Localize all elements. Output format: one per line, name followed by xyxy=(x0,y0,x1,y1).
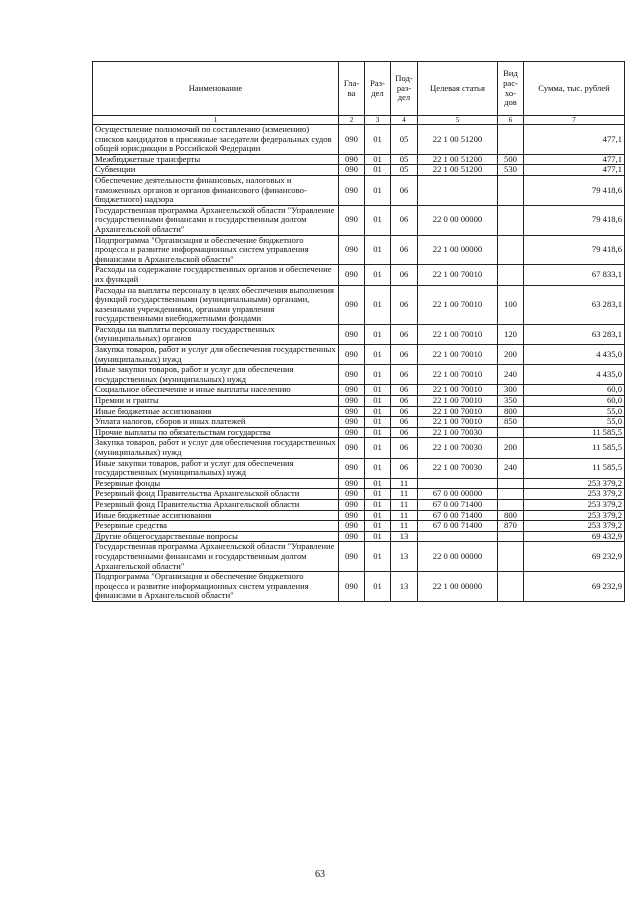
cell-podrazdel: 13 xyxy=(391,542,418,572)
cell-podrazdel: 06 xyxy=(391,458,418,478)
cell-glava: 090 xyxy=(339,531,365,542)
cell-name: Осуществление полномочий по составлению (изменению) списков кандидатов в присяжные заседатели федеральных судов общей юрисдикции в Российской Федерации xyxy=(93,125,339,155)
cell-target xyxy=(418,531,498,542)
cell-sum: 11 585,5 xyxy=(524,458,625,478)
table-row xyxy=(93,542,625,572)
cell-target: 22 0 00 00000 xyxy=(418,542,498,572)
cell-razdel: 01 xyxy=(365,542,391,572)
cell-glava: 090 xyxy=(339,438,365,458)
cell-vid xyxy=(498,235,524,265)
cell-target xyxy=(418,175,498,205)
table-row xyxy=(93,499,625,510)
cell-name: Иные бюджетные ассигнования xyxy=(93,510,339,521)
cell-podrazdel: 11 xyxy=(391,499,418,510)
table-row xyxy=(93,478,625,489)
cell-glava: 090 xyxy=(339,154,365,165)
cell-sum: 253 379,2 xyxy=(524,510,625,521)
cell-razdel: 01 xyxy=(365,510,391,521)
cell-vid xyxy=(498,205,524,235)
cell-target: 22 1 00 70010 xyxy=(418,365,498,385)
cell-vid xyxy=(498,499,524,510)
cell-sum: 477,1 xyxy=(524,125,625,155)
cell-sum: 253 379,2 xyxy=(524,521,625,532)
table-row xyxy=(93,265,625,285)
cell-vid xyxy=(498,427,524,438)
header-row xyxy=(93,62,625,116)
column-number: 3 xyxy=(365,116,391,125)
cell-target: 22 1 00 51200 xyxy=(418,154,498,165)
cell-target: 67 0 00 71400 xyxy=(418,510,498,521)
cell-target: 22 1 00 51200 xyxy=(418,125,498,155)
cell-sum: 63 283,1 xyxy=(524,285,625,324)
cell-target: 67 0 00 00000 xyxy=(418,489,498,500)
cell-name: Расходы на выплаты персоналу в целях обеспечения выполнения функций государственными (муниципальными) органами, казенными учреждениями, органами управления государственными внебюджетными фондами xyxy=(93,285,339,324)
cell-name: Межбюджетные трансферты xyxy=(93,154,339,165)
cell-sum: 11 585,5 xyxy=(524,427,625,438)
cell-target: 22 1 00 70030 xyxy=(418,438,498,458)
table-row xyxy=(93,572,625,602)
cell-name: Резервный фонд Правительства Архангельской области xyxy=(93,489,339,500)
table-row xyxy=(93,385,625,396)
cell-razdel: 01 xyxy=(365,521,391,532)
header-razdel: Раз-дел xyxy=(365,62,391,116)
cell-target: 67 0 00 71400 xyxy=(418,521,498,532)
cell-glava: 090 xyxy=(339,572,365,602)
cell-podrazdel: 06 xyxy=(391,417,418,428)
cell-glava: 090 xyxy=(339,165,365,176)
cell-target: 22 1 00 70030 xyxy=(418,458,498,478)
cell-glava: 090 xyxy=(339,396,365,407)
cell-vid: 200 xyxy=(498,345,524,365)
cell-podrazdel: 06 xyxy=(391,406,418,417)
cell-razdel: 01 xyxy=(365,572,391,602)
table-row xyxy=(93,365,625,385)
cell-podrazdel: 11 xyxy=(391,521,418,532)
cell-podrazdel: 13 xyxy=(391,531,418,542)
cell-name: Подпрограмма "Организация и обеспечение бюджетного процесса и развитие информационных систем управления финансами в Архангельской области" xyxy=(93,572,339,602)
cell-glava: 090 xyxy=(339,175,365,205)
column-number: 6 xyxy=(498,116,524,125)
table-body xyxy=(93,125,625,602)
cell-razdel: 01 xyxy=(365,396,391,407)
cell-glava: 090 xyxy=(339,458,365,478)
cell-razdel: 01 xyxy=(365,345,391,365)
cell-podrazdel: 11 xyxy=(391,478,418,489)
cell-name: Расходы на содержание государственных органов и обеспечение их функций xyxy=(93,265,339,285)
cell-razdel: 01 xyxy=(365,205,391,235)
cell-vid: 500 xyxy=(498,154,524,165)
cell-vid: 300 xyxy=(498,385,524,396)
cell-target: 22 1 00 70010 xyxy=(418,396,498,407)
header-name: Наименование xyxy=(93,62,339,116)
cell-razdel: 01 xyxy=(365,499,391,510)
cell-sum: 60,0 xyxy=(524,385,625,396)
table-row xyxy=(93,345,625,365)
cell-glava: 090 xyxy=(339,365,365,385)
cell-podrazdel: 06 xyxy=(391,175,418,205)
cell-vid xyxy=(498,542,524,572)
cell-target: 22 1 00 00000 xyxy=(418,572,498,602)
cell-podrazdel: 06 xyxy=(391,345,418,365)
header-glava: Гла-ва xyxy=(339,62,365,116)
cell-glava: 090 xyxy=(339,417,365,428)
cell-podrazdel: 06 xyxy=(391,365,418,385)
cell-name: Закупка товаров, работ и услуг для обеспечения государственных (муниципальных) нужд xyxy=(93,438,339,458)
cell-razdel: 01 xyxy=(365,365,391,385)
cell-name: Прочие выплаты по обязательствам государства xyxy=(93,427,339,438)
cell-target: 22 1 00 70010 xyxy=(418,385,498,396)
cell-sum: 253 379,2 xyxy=(524,478,625,489)
header-vid: Вид рас-хо-дов xyxy=(498,62,524,116)
cell-vid xyxy=(498,478,524,489)
cell-name: Государственная программа Архангельской области "Управление государственными финансами и государственным долгом Архангельской области" xyxy=(93,542,339,572)
cell-sum: 79 418,6 xyxy=(524,205,625,235)
cell-sum: 11 585,5 xyxy=(524,438,625,458)
page-number: 63 xyxy=(315,869,325,880)
cell-sum: 79 418,6 xyxy=(524,235,625,265)
cell-name: Закупка товаров, работ и услуг для обеспечения государственных (муниципальных) нужд xyxy=(93,345,339,365)
cell-sum: 63 283,1 xyxy=(524,324,625,344)
table-row xyxy=(93,531,625,542)
cell-name: Социальное обеспечение и иные выплаты населению xyxy=(93,385,339,396)
cell-target: 22 0 00 00000 xyxy=(418,205,498,235)
cell-sum: 55,0 xyxy=(524,406,625,417)
cell-razdel: 01 xyxy=(365,417,391,428)
cell-podrazdel: 05 xyxy=(391,125,418,155)
cell-vid: 870 xyxy=(498,521,524,532)
cell-razdel: 01 xyxy=(365,385,391,396)
cell-glava: 090 xyxy=(339,521,365,532)
cell-podrazdel: 05 xyxy=(391,154,418,165)
cell-podrazdel: 06 xyxy=(391,438,418,458)
cell-vid xyxy=(498,125,524,155)
cell-sum: 4 435,0 xyxy=(524,345,625,365)
cell-vid xyxy=(498,572,524,602)
cell-podrazdel: 06 xyxy=(391,396,418,407)
table-row xyxy=(93,285,625,324)
cell-sum: 69 232,9 xyxy=(524,542,625,572)
cell-podrazdel: 06 xyxy=(391,265,418,285)
cell-razdel: 01 xyxy=(365,265,391,285)
table-row xyxy=(93,165,625,176)
cell-razdel: 01 xyxy=(365,175,391,205)
cell-name: Государственная программа Архангельской области "Управление государственными финансами и государственным долгом Архангельской области" xyxy=(93,205,339,235)
cell-glava: 090 xyxy=(339,489,365,500)
column-number: 4 xyxy=(391,116,418,125)
cell-sum: 69 432,9 xyxy=(524,531,625,542)
column-number-row xyxy=(93,116,625,125)
cell-podrazdel: 05 xyxy=(391,165,418,176)
table-row xyxy=(93,205,625,235)
cell-glava: 090 xyxy=(339,345,365,365)
table-row xyxy=(93,125,625,155)
cell-vid: 240 xyxy=(498,458,524,478)
table-row xyxy=(93,438,625,458)
cell-glava: 090 xyxy=(339,406,365,417)
cell-razdel: 01 xyxy=(365,285,391,324)
cell-glava: 090 xyxy=(339,265,365,285)
table-row xyxy=(93,427,625,438)
cell-glava: 090 xyxy=(339,478,365,489)
header-podrazdel: Под-раз-дел xyxy=(391,62,418,116)
table-row xyxy=(93,235,625,265)
table-row xyxy=(93,521,625,532)
cell-sum: 55,0 xyxy=(524,417,625,428)
cell-target: 67 0 00 71400 xyxy=(418,499,498,510)
cell-vid: 120 xyxy=(498,324,524,344)
cell-podrazdel: 11 xyxy=(391,489,418,500)
table-row xyxy=(93,154,625,165)
header-sum: Сумма, тыс. рублей xyxy=(524,62,625,116)
cell-podrazdel: 06 xyxy=(391,324,418,344)
table-row xyxy=(93,489,625,500)
table-row xyxy=(93,396,625,407)
column-number: 5 xyxy=(418,116,498,125)
cell-razdel: 01 xyxy=(365,235,391,265)
cell-glava: 090 xyxy=(339,235,365,265)
budget-table xyxy=(92,61,625,602)
cell-sum: 79 418,6 xyxy=(524,175,625,205)
cell-target: 22 1 00 70010 xyxy=(418,406,498,417)
cell-name: Субвенции xyxy=(93,165,339,176)
cell-podrazdel: 13 xyxy=(391,572,418,602)
cell-name: Резервный фонд Правительства Архангельской области xyxy=(93,499,339,510)
cell-sum: 477,1 xyxy=(524,165,625,176)
cell-podrazdel: 06 xyxy=(391,385,418,396)
cell-name: Уплата налогов, сборов и иных платежей xyxy=(93,417,339,428)
table-row xyxy=(93,417,625,428)
cell-sum: 253 379,2 xyxy=(524,499,625,510)
cell-vid: 800 xyxy=(498,406,524,417)
cell-vid xyxy=(498,489,524,500)
cell-razdel: 01 xyxy=(365,531,391,542)
cell-sum: 69 232,9 xyxy=(524,572,625,602)
cell-target: 22 1 00 70010 xyxy=(418,324,498,344)
cell-razdel: 01 xyxy=(365,438,391,458)
cell-glava: 090 xyxy=(339,385,365,396)
cell-razdel: 01 xyxy=(365,458,391,478)
cell-podrazdel: 11 xyxy=(391,510,418,521)
cell-target xyxy=(418,478,498,489)
cell-podrazdel: 06 xyxy=(391,205,418,235)
table-row xyxy=(93,510,625,521)
cell-sum: 253 379,2 xyxy=(524,489,625,500)
cell-target: 22 1 00 70010 xyxy=(418,417,498,428)
table-row xyxy=(93,458,625,478)
cell-name: Расходы на выплаты персоналу государственных (муниципальных) органов xyxy=(93,324,339,344)
table-row xyxy=(93,406,625,417)
cell-vid: 240 xyxy=(498,365,524,385)
cell-target: 22 1 00 70010 xyxy=(418,345,498,365)
cell-target: 22 1 00 00000 xyxy=(418,235,498,265)
cell-vid xyxy=(498,265,524,285)
cell-vid: 850 xyxy=(498,417,524,428)
cell-name: Обеспечение деятельности финансовых, налоговых и таможенных органов и органов финансового (финансово-бюджетного) надзора xyxy=(93,175,339,205)
cell-name: Иные бюджетные ассигнования xyxy=(93,406,339,417)
cell-razdel: 01 xyxy=(365,165,391,176)
cell-target: 22 1 00 70010 xyxy=(418,285,498,324)
cell-razdel: 01 xyxy=(365,324,391,344)
cell-name: Другие общегосударственные вопросы xyxy=(93,531,339,542)
cell-razdel: 01 xyxy=(365,427,391,438)
cell-razdel: 01 xyxy=(365,489,391,500)
cell-sum: 477,1 xyxy=(524,154,625,165)
column-number: 7 xyxy=(524,116,625,125)
cell-vid: 350 xyxy=(498,396,524,407)
cell-name: Резервные фонды xyxy=(93,478,339,489)
cell-podrazdel: 06 xyxy=(391,235,418,265)
cell-podrazdel: 06 xyxy=(391,427,418,438)
cell-glava: 090 xyxy=(339,324,365,344)
cell-razdel: 01 xyxy=(365,406,391,417)
cell-vid: 100 xyxy=(498,285,524,324)
cell-target: 22 1 00 70010 xyxy=(418,265,498,285)
cell-glava: 090 xyxy=(339,205,365,235)
column-number: 1 xyxy=(93,116,339,125)
cell-vid xyxy=(498,175,524,205)
cell-glava: 090 xyxy=(339,285,365,324)
cell-vid: 530 xyxy=(498,165,524,176)
cell-name: Премии и гранты xyxy=(93,396,339,407)
table-row xyxy=(93,324,625,344)
cell-glava: 090 xyxy=(339,427,365,438)
cell-name: Подпрограмма "Организация и обеспечение бюджетного процесса и развитие информационных систем управления финансами в Архангельской области" xyxy=(93,235,339,265)
cell-razdel: 01 xyxy=(365,125,391,155)
cell-sum: 4 435,0 xyxy=(524,365,625,385)
cell-sum: 60,0 xyxy=(524,396,625,407)
cell-glava: 090 xyxy=(339,510,365,521)
cell-razdel: 01 xyxy=(365,154,391,165)
cell-glava: 090 xyxy=(339,499,365,510)
cell-name: Иные закупки товаров, работ и услуг для обеспечения государственных (муниципальных) нужд xyxy=(93,458,339,478)
cell-glava: 090 xyxy=(339,542,365,572)
table-row xyxy=(93,175,625,205)
cell-target: 22 1 00 51200 xyxy=(418,165,498,176)
cell-glava: 090 xyxy=(339,125,365,155)
column-number: 2 xyxy=(339,116,365,125)
cell-sum: 67 833,1 xyxy=(524,265,625,285)
header-target: Целевая статья xyxy=(418,62,498,116)
cell-name: Иные закупки товаров, работ и услуг для обеспечения государственных (муниципальных) нужд xyxy=(93,365,339,385)
cell-vid: 200 xyxy=(498,438,524,458)
cell-razdel: 01 xyxy=(365,478,391,489)
cell-name: Резервные средства xyxy=(93,521,339,532)
cell-vid xyxy=(498,531,524,542)
cell-target: 22 1 00 70030 xyxy=(418,427,498,438)
cell-podrazdel: 06 xyxy=(391,285,418,324)
cell-vid: 800 xyxy=(498,510,524,521)
